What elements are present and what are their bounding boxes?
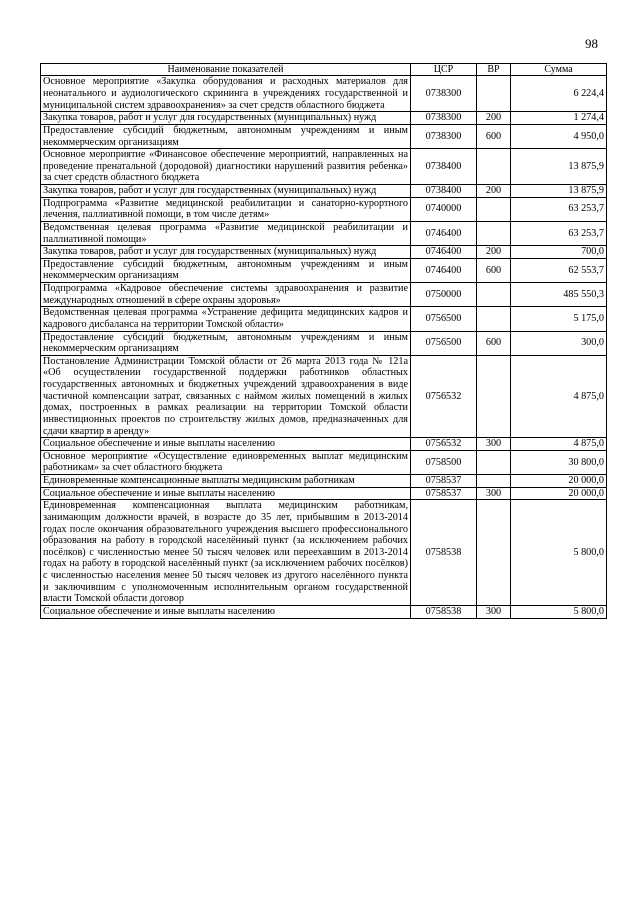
- row-name: Основное мероприятие «Осуществление единовременных выплат медицинским работникам» за счет областного бюджета: [41, 450, 411, 474]
- row-vr: [477, 355, 511, 437]
- row-csr: 0746400: [411, 221, 477, 245]
- row-csr: 0758538: [411, 500, 477, 606]
- row-csr: 0756500: [411, 307, 477, 331]
- row-vr: [477, 221, 511, 245]
- table-row: [41, 605, 607, 618]
- row-vr: [477, 450, 511, 474]
- table-row: [41, 307, 607, 331]
- row-csr: 0738300: [411, 76, 477, 112]
- row-name: Ведомственная целевая программа «Развитие медицинской реабилитации и паллиативной помощи»: [41, 221, 411, 245]
- row-name: Единовременные компенсационные выплаты медицинским работникам: [41, 475, 411, 488]
- row-name: Предоставление субсидий бюджетным, автономным учреждениям и иным некоммерческим организациям: [41, 124, 411, 148]
- row-sum: 30 800,0: [511, 450, 607, 474]
- row-vr: 300: [477, 605, 511, 618]
- row-vr: [477, 475, 511, 488]
- table-row: [41, 487, 607, 500]
- row-csr: 0738300: [411, 124, 477, 148]
- row-vr: 300: [477, 438, 511, 451]
- row-name: Закупка товаров, работ и услуг для государственных (муниципальных) нужд: [41, 112, 411, 125]
- row-name: Единовременная компенсационная выплата медицинским работникам, занимающим должности врачей, в возрасте до 35 лет, прибывшим в 2013-2014 годах после окончания образовательного учреждения высшего профессионального образования на работу в городской населённый пункт (за исключением рабочих посёлков) с численностью менее 50 тысяч человек или переехавшим в 2013-2014 годах на работу в городской населённый пункт (за исключением рабочих посёлков) с численностью населения менее 50 тысяч человек из другого населённого пункта и заключившим с уполномоченным исполнительным органом государственной власти Томской области договор: [41, 500, 411, 606]
- table-row: [41, 283, 607, 307]
- table-row: [41, 355, 607, 437]
- table-row: [41, 149, 607, 185]
- row-sum: 6 224,4: [511, 76, 607, 112]
- header-sum: Сумма: [511, 64, 607, 76]
- row-sum: 485 550,3: [511, 283, 607, 307]
- row-sum: 62 553,7: [511, 258, 607, 282]
- row-name: Основное мероприятие «Закупка оборудования и расходных материалов для неонатального и аудиологического скрининга в учреждениях государственной и муниципальной систем здравоохранения» за счет средств областного бюджета: [41, 76, 411, 112]
- row-csr: 0756532: [411, 355, 477, 437]
- row-csr: 0738400: [411, 185, 477, 198]
- table-row: [41, 221, 607, 245]
- row-sum: 20 000,0: [511, 487, 607, 500]
- table-body: [41, 76, 607, 618]
- row-sum: 13 875,9: [511, 185, 607, 198]
- row-sum: 700,0: [511, 246, 607, 259]
- row-name: Ведомственная целевая программа «Устранение дефицита медицинских кадров и кадрового дисбаланса на территории Томской области»: [41, 307, 411, 331]
- table-row: [41, 185, 607, 198]
- row-name: Подпрограмма «Развитие медицинской реабилитации и санаторно-курортного лечения, паллиативной помощи, в том числе детям»: [41, 197, 411, 221]
- row-csr: 0756532: [411, 438, 477, 451]
- row-name: Основное мероприятие «Финансовое обеспечение мероприятий, направленных на проведение пренатальной (дородовой) диагностики нарушений развития ребенка» за счет средств областного бюджета: [41, 149, 411, 185]
- row-vr: 200: [477, 185, 511, 198]
- row-vr: [477, 283, 511, 307]
- row-sum: 4 950,0: [511, 124, 607, 148]
- table-row: [41, 258, 607, 282]
- row-sum: 4 875,0: [511, 355, 607, 437]
- row-sum: 4 875,0: [511, 438, 607, 451]
- table-row: [41, 246, 607, 259]
- row-csr: 0740000: [411, 197, 477, 221]
- table-row: [41, 450, 607, 474]
- row-vr: 600: [477, 258, 511, 282]
- row-name: Подпрограмма «Кадровое обеспечение системы здравоохранения и развитие международных отношений в сфере охраны здоровья»: [41, 283, 411, 307]
- header-vr: ВР: [477, 64, 511, 76]
- row-sum: 13 875,9: [511, 149, 607, 185]
- row-name: Закупка товаров, работ и услуг для государственных (муниципальных) нужд: [41, 246, 411, 259]
- row-vr: 200: [477, 246, 511, 259]
- table-row: [41, 76, 607, 112]
- row-name: Закупка товаров, работ и услуг для государственных (муниципальных) нужд: [41, 185, 411, 198]
- page-number: 98: [585, 36, 598, 51]
- table-row: [41, 331, 607, 355]
- row-vr: [477, 197, 511, 221]
- row-csr: 0758537: [411, 487, 477, 500]
- row-vr: [477, 76, 511, 112]
- row-name: Социальное обеспечение и иные выплаты населению: [41, 438, 411, 451]
- table-row: [41, 500, 607, 606]
- row-csr: 0758537: [411, 475, 477, 488]
- row-sum: 5 800,0: [511, 500, 607, 606]
- row-vr: [477, 500, 511, 606]
- row-sum: 1 274,4: [511, 112, 607, 125]
- header-csr: ЦСР: [411, 64, 477, 76]
- row-vr: 200: [477, 112, 511, 125]
- row-vr: 600: [477, 124, 511, 148]
- row-name: Предоставление субсидий бюджетным, автономным учреждениям и иным некоммерческим организациям: [41, 331, 411, 355]
- budget-table: [40, 63, 607, 619]
- table-row: [41, 438, 607, 451]
- row-csr: 0738400: [411, 149, 477, 185]
- row-sum: 300,0: [511, 331, 607, 355]
- header-name: Наименование показателей: [41, 64, 411, 76]
- table-row: [41, 124, 607, 148]
- row-sum: 5 175,0: [511, 307, 607, 331]
- table-row: [41, 197, 607, 221]
- row-name: Социальное обеспечение и иные выплаты населению: [41, 605, 411, 618]
- table-row: [41, 475, 607, 488]
- row-sum: 5 800,0: [511, 605, 607, 618]
- row-name: Предоставление субсидий бюджетным, автономным учреждениям и иным некоммерческим организациям: [41, 258, 411, 282]
- row-name: Социальное обеспечение и иные выплаты населению: [41, 487, 411, 500]
- row-csr: 0756500: [411, 331, 477, 355]
- row-csr: 0738300: [411, 112, 477, 125]
- row-vr: [477, 307, 511, 331]
- row-csr: 0746400: [411, 246, 477, 259]
- row-vr: 300: [477, 487, 511, 500]
- table-row: [41, 112, 607, 125]
- row-csr: 0758538: [411, 605, 477, 618]
- row-name: Постановление Администрации Томской области от 26 марта 2013 года № 121а «Об осуществлении государственной поддержки работников областных государственных автономных и бюджетных учреждений здравоохранения в виде частичной компенсации затрат, связанных с наймом жилых помещений в жилых домах, построенных в рамках реализации на территории Томской области инвестиционных проектов по строительству жилых домов, предназначенных для сдачи квартир в аренду»: [41, 355, 411, 437]
- table-header-row: [41, 64, 607, 76]
- row-sum: 63 253,7: [511, 221, 607, 245]
- row-csr: 0758500: [411, 450, 477, 474]
- row-vr: [477, 149, 511, 185]
- row-csr: 0746400: [411, 258, 477, 282]
- row-csr: 0750000: [411, 283, 477, 307]
- row-sum: 63 253,7: [511, 197, 607, 221]
- row-sum: 20 000,0: [511, 475, 607, 488]
- row-vr: 600: [477, 331, 511, 355]
